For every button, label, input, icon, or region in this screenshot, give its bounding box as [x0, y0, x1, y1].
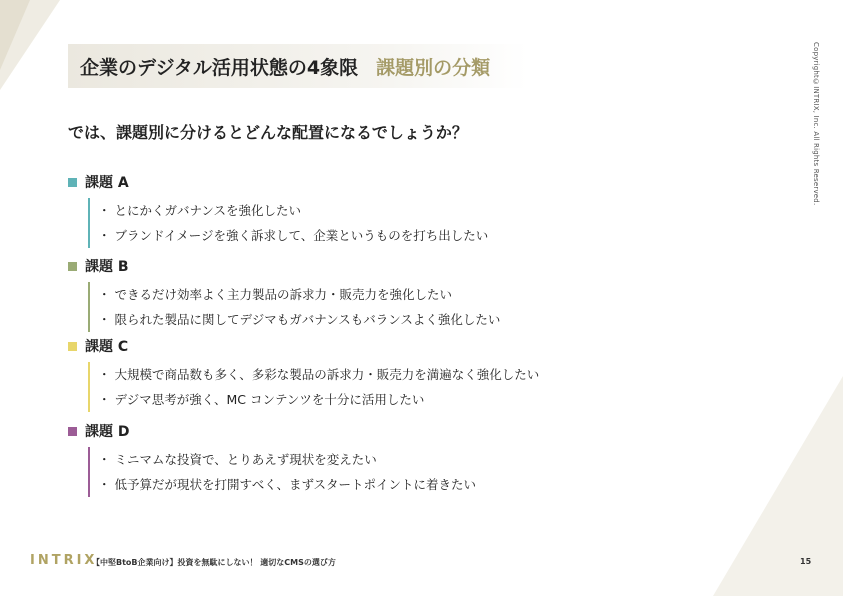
list-item: ・ ブランドイメージを強く訴求して、企業というものを打ち出したい	[98, 228, 489, 243]
intrix-logo: INTRIX	[30, 553, 98, 568]
list-item: ・ 大規模で商品数も多く、多彩な製品の訴求力・販売力を満遍なく強化したい	[98, 367, 540, 382]
page-title-bar	[68, 44, 528, 88]
category-c-items	[88, 362, 539, 412]
category-a-items	[88, 198, 488, 248]
question-heading: では、課題別に分けるとどんな配置になるでしょうか？	[68, 123, 468, 142]
category-d	[68, 421, 476, 497]
page-number: 15	[800, 557, 812, 566]
footer-title: 【中堅BtoB企業向け】投資を無駄にしない！ 適切なCMSの選び方	[92, 558, 336, 567]
list-item: ・ デジマ思考が強く、MC コンテンツを十分に活用したい	[98, 392, 425, 407]
corner-decoration-top-left-inner	[0, 0, 30, 70]
category-b-square-icon	[68, 262, 77, 271]
category-c-label: 課題 C	[85, 339, 129, 355]
category-b-items	[88, 282, 500, 332]
list-item: ・ できるだけ効率よく主力製品の訴求力・販売力を強化したい	[98, 287, 453, 302]
category-d-label: 課題 D	[85, 424, 130, 440]
category-a-square-icon	[68, 178, 77, 187]
list-item: ・ ミニマムな投資で、とりあえず現状を変えたい	[98, 452, 377, 467]
category-b-label: 課題 B	[85, 259, 129, 275]
category-a	[68, 172, 488, 248]
list-item: ・ 低予算だが現状を打開すべく、まずスタートポイントに着きたい	[98, 477, 477, 492]
page-title: 企業のデジタル活用状態の4象限	[80, 56, 359, 79]
category-b	[68, 256, 500, 332]
category-a-label: 課題 A	[85, 175, 129, 191]
category-d-square-icon	[68, 427, 77, 436]
copyright-notice: Copyright©INTRIX, Inc. All Rights Reserved.	[812, 42, 820, 206]
category-d-items	[88, 447, 476, 497]
page-subtitle: 課題別の分類	[376, 56, 491, 79]
category-c-square-icon	[68, 342, 77, 351]
category-c	[68, 336, 539, 412]
corner-decoration-bottom-right	[713, 376, 843, 596]
list-item: ・ 限られた製品に関してデジマもガバナンスもバランスよく強化したい	[98, 312, 501, 327]
list-item: ・ とにかくガバナンスを強化したい	[98, 203, 302, 218]
